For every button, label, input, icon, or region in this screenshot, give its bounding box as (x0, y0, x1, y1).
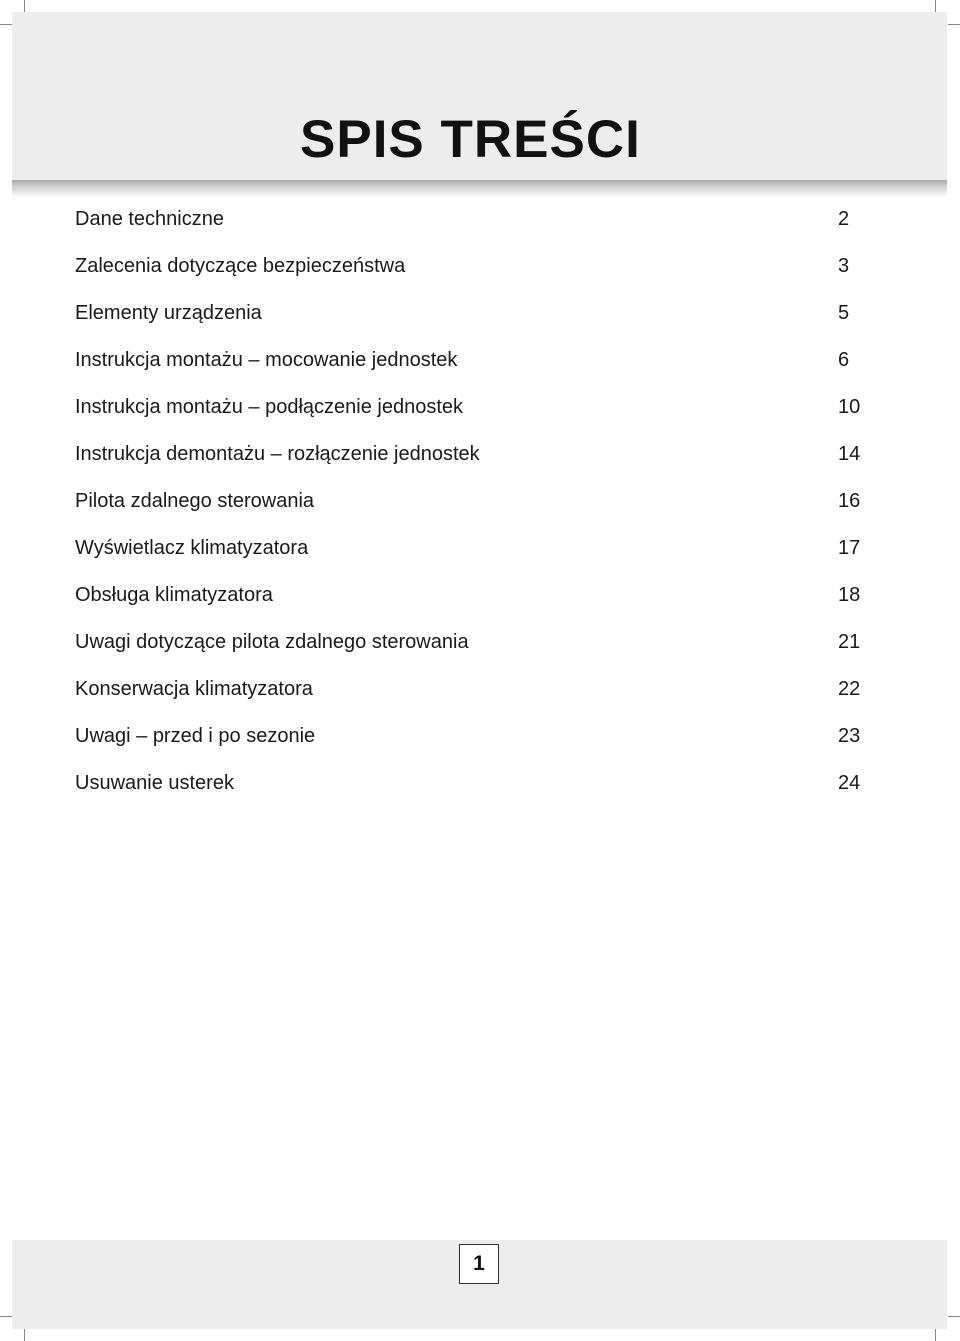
crop-mark (0, 1316, 12, 1317)
toc-entry[interactable] (75, 196, 875, 243)
toc-entry-page: 6 (838, 349, 850, 371)
toc-entry[interactable] (75, 478, 875, 525)
table-of-contents (75, 196, 875, 807)
toc-entry[interactable] (75, 572, 875, 619)
toc-entry-page: 21 (838, 631, 861, 653)
toc-entry[interactable] (75, 290, 875, 337)
toc-entry-label: Instrukcja montażu – podłączenie jednostek (75, 396, 464, 418)
crop-mark (935, 0, 936, 12)
crop-mark (948, 24, 960, 25)
toc-entry-label: Instrukcja demontażu – rozłączenie jednostek (75, 443, 480, 465)
toc-entry-label: Dane techniczne (75, 208, 224, 230)
toc-entry-page: 24 (838, 772, 861, 794)
toc-entry-label: Uwagi dotyczące pilota zdalnego sterowania (75, 631, 469, 653)
crop-mark (0, 24, 12, 25)
toc-entry-page: 16 (838, 490, 861, 512)
toc-entry-page: 10 (838, 396, 861, 418)
toc-entry[interactable] (75, 243, 875, 290)
crop-mark (948, 1316, 960, 1317)
toc-entry[interactable] (75, 384, 875, 431)
toc-entry[interactable] (75, 666, 875, 713)
toc-entry-page: 17 (838, 537, 861, 559)
toc-entry-page: 14 (838, 443, 861, 465)
toc-entry[interactable] (75, 713, 875, 760)
toc-entry[interactable] (75, 619, 875, 666)
toc-entry-page: 3 (838, 255, 850, 277)
toc-entry[interactable] (75, 760, 875, 807)
toc-entry[interactable] (75, 525, 875, 572)
page-number: 1 (459, 1244, 499, 1284)
toc-entry-page: 5 (838, 302, 850, 324)
toc-entry-page: 18 (838, 584, 861, 606)
toc-entry-label: Pilota zdalnego sterowania (75, 490, 315, 512)
toc-entry-page: 23 (838, 725, 861, 747)
toc-entry-label: Konserwacja klimatyzatora (75, 678, 313, 700)
toc-entry-page: 22 (838, 678, 861, 700)
toc-entry-label: Uwagi – przed i po sezonie (75, 725, 316, 747)
toc-entry[interactable] (75, 431, 875, 478)
crop-mark (24, 1329, 25, 1341)
toc-entry-label: Usuwanie usterek (75, 772, 234, 794)
toc-entry[interactable] (75, 337, 875, 384)
crop-mark (24, 0, 25, 12)
crop-mark (935, 1329, 936, 1341)
toc-entry-label: Elementy urządzenia (75, 302, 262, 324)
toc-entry-label: Instrukcja montażu – mocowanie jednostek (75, 349, 458, 371)
toc-entry-label: Zalecenia dotyczące bezpieczeństwa (75, 255, 406, 277)
toc-entry-label: Obsługa klimatyzatora (75, 584, 273, 606)
toc-entry-label: Wyświetlacz klimatyzatora (75, 537, 309, 559)
page-title: SPIS TREŚCI (300, 110, 641, 169)
toc-entry-page: 2 (838, 208, 850, 230)
